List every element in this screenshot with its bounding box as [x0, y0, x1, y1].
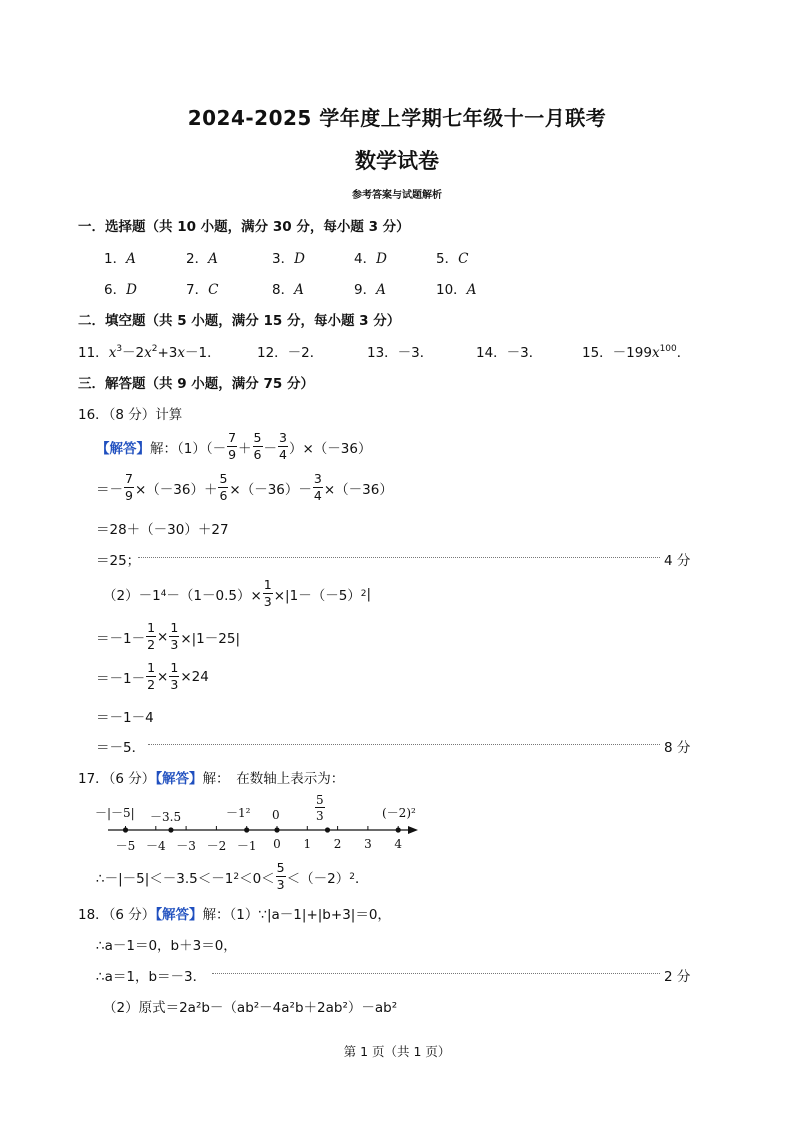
- answer-13: 13．－3．: [367, 345, 434, 361]
- number-line-point-label: －|－5|: [95, 806, 135, 820]
- answer-11: 11．$x^3-2x^2+3x-1$．: [78, 344, 221, 361]
- q17-title: 17．（6 分）【解答】解： 在数轴上表示为：: [78, 771, 345, 787]
- number-line-tick-label: 2: [333, 837, 342, 851]
- choice-answer: 7．C: [186, 282, 219, 298]
- q16-part2: （2）－1 4 －（1－0.5）× $\frac{1}{3}$ ×|1－（－5） 2 |: [103, 577, 372, 609]
- number-line-point-label: (－2)²: [382, 806, 416, 820]
- number-line-point: [244, 827, 249, 832]
- q16-line6: ＝－1－ $\frac{1}{2}$ × $\frac{1}{3}$ ×|1－25|: [96, 620, 240, 652]
- dotted-leader: [212, 973, 660, 974]
- choice-answer: 3．D: [272, 251, 305, 267]
- q18-score: 2 分: [664, 969, 691, 985]
- number-line-point: [396, 827, 401, 832]
- number-line-tick-label: 1: [303, 837, 312, 851]
- q16-line1: 【解答】 解：（1）（－ $\frac{7}{9}$ ＋ $\frac{5}{6}$ － $\frac{3}{4}$ ）×（－36）: [96, 430, 372, 462]
- q16-line7: ＝－1－ $\frac{1}{2}$ × $\frac{1}{3}$ ×24: [96, 660, 209, 692]
- answer-15: 15．$-199x^{100}$．: [582, 344, 691, 361]
- choice-answer: 6．D: [104, 282, 137, 298]
- q16-line4: ＝25；: [96, 553, 141, 569]
- page-subtitle: 数学试卷: [355, 149, 439, 173]
- q16-score-1: 4 分: [664, 553, 691, 569]
- choice-answer: 2．A: [186, 251, 218, 267]
- choice-answer: 9．A: [354, 282, 386, 298]
- number-line-point-label: －1²: [226, 806, 251, 820]
- q16-line8: ＝－1－4: [96, 710, 154, 726]
- choice-answer: 5．C: [436, 251, 469, 267]
- choice-answer: 8．A: [272, 282, 304, 298]
- number-line-arrow: [408, 826, 418, 834]
- q18-line4: （2）原式＝2a²b－（ab²－4a²b＋2ab²）－ab²: [103, 1000, 398, 1016]
- q16-line2: ＝－ $\frac{7}{9}$ ×（－36）＋ $\frac{5}{6}$ ×（－36）－ $\frac{3}{4}$ ×（－36）: [96, 471, 393, 503]
- answer-12: 12．－2．: [257, 345, 324, 361]
- number-line-tick-label: －5: [115, 839, 136, 853]
- q16-title: 16．（8 分）计算: [78, 407, 183, 423]
- number-line-point-label: －3.5: [150, 810, 182, 824]
- answer-14: 14．－3．: [476, 345, 543, 361]
- choice-answer: 4．D: [354, 251, 387, 267]
- number-line-tick-label: －3: [176, 839, 196, 853]
- number-line-tick-label: 4: [394, 837, 402, 851]
- q16-line9: ＝－5．: [96, 740, 146, 756]
- number-line-tick-label: －2: [206, 839, 227, 853]
- choice-answer: 1．A: [104, 251, 136, 267]
- section1-heading: 一．选择题（共 10 小题，满分 30 分，每小题 3 分）: [78, 219, 410, 235]
- number-line-point: [325, 827, 330, 832]
- choice-answer: 10．A: [436, 282, 477, 298]
- q16-line3: ＝28＋（－30）＋27: [96, 522, 229, 538]
- page-title: 2024-2025 学年度上学期七年级十一月联考: [187, 106, 607, 130]
- q18-line2: ∴a－1＝0，b＋3＝0，: [96, 938, 237, 954]
- page-caption: 参考答案与试题解析: [352, 190, 442, 201]
- number-line-tick-label: 3: [364, 837, 372, 851]
- q17-conclusion: ∴－|－5|＜－3.5＜－1 2 ＜0＜ $\frac{5}{3}$ ＜（－2） 2 ．: [96, 860, 369, 892]
- number-line-point-label: 0: [272, 808, 280, 822]
- q18-line3: ∴a＝1，b＝－3．: [96, 969, 207, 985]
- page-footer: 第 1 页（共 1 页）: [343, 1044, 451, 1059]
- section2-heading: 二．填空题（共 5 小题，满分 15 分，每小题 3 分）: [78, 313, 401, 329]
- number-line-tick-label: －1: [236, 839, 257, 853]
- section3-heading: 三．解答题（共 9 小题，满分 75 分）: [78, 376, 314, 392]
- number-line-tick-label: －4: [145, 839, 166, 853]
- number-line-point: [274, 827, 279, 832]
- number-line-point: [168, 827, 173, 832]
- q16-score-2: 8 分: [664, 740, 691, 756]
- number-line-point-label: $\frac{5}{3}$: [316, 793, 324, 823]
- number-line-point: [123, 827, 128, 832]
- q18-title: 18．（6 分）【解答】解：（1）∵|a－1|+|b+3|＝0，: [78, 907, 391, 923]
- number-line-tick-label: 0: [273, 837, 281, 851]
